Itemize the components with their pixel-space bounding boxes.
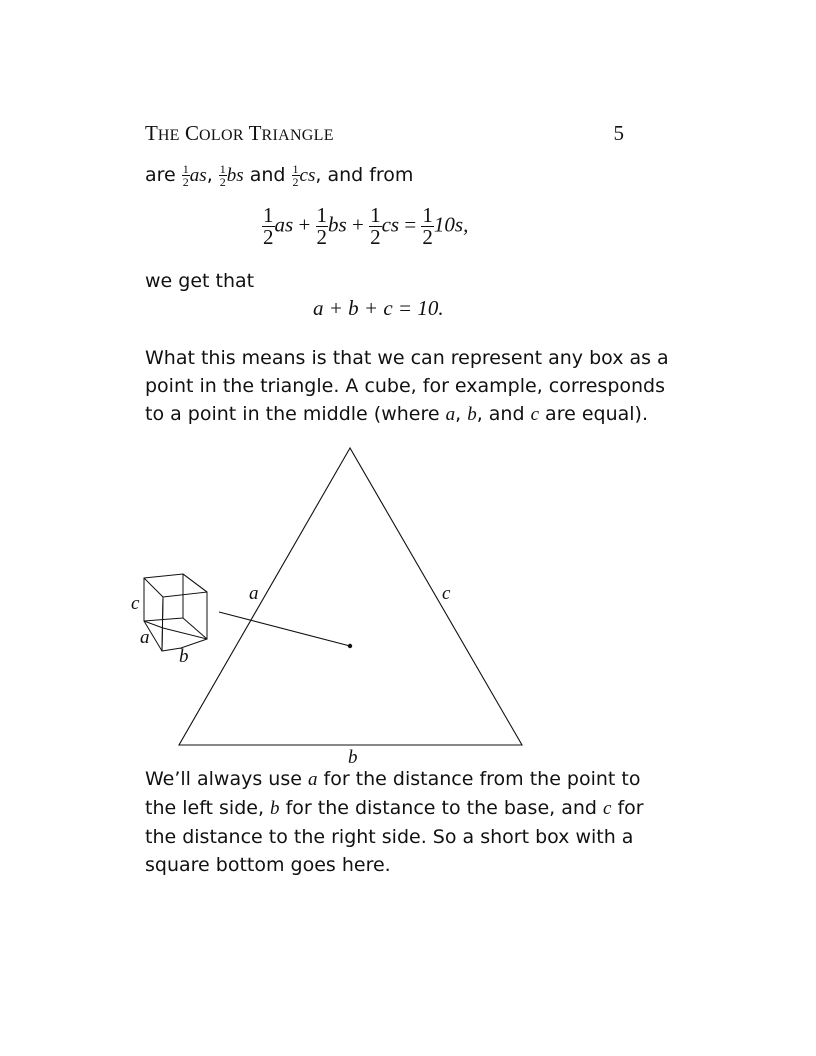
- box-wireframe: [144, 574, 207, 651]
- fraction-half: $\frac{1}{2}$: [182, 162, 189, 189]
- box-label-b: b: [179, 646, 189, 667]
- color-triangle: [179, 448, 522, 745]
- box-label-a: a: [140, 627, 150, 648]
- equation-sum-ten: a + b + c = 10.: [313, 296, 444, 320]
- box-point: [348, 644, 352, 648]
- text-line-are: are $\frac{1}{2}$ as, $\frac{1}{2}$ bs and $\frac{1}{2}$ cs, and from: [145, 162, 414, 189]
- chapter-title: THE COLOR TRIANGLE: [145, 121, 334, 145]
- triangle-label-b: b: [348, 747, 358, 768]
- fraction-half: $\frac{1}{2}$: [292, 162, 299, 189]
- box-label-c: c: [131, 593, 140, 614]
- paragraph-represent-box: What this means is that we can represent any box as a point in the triangle. A cube, for example, corresponds to a point in the middle (where a, b, and c are equal).: [145, 347, 669, 425]
- text-line-we-get-that: we get that: [145, 270, 255, 292]
- paragraph-distances: We’ll always use a for the distance from the point to the left side, b for the distance to the base, and c for the distance to the right side. So a short box with a square bottom goes here.: [145, 768, 644, 876]
- equation-area-sum: $\frac{1}{2}$ as + $\frac{1}{2}$ bs + $\frac{1}{2}$ cs = $\frac{1}{2}$ 10s,: [263, 203, 469, 249]
- triangle-label-c: c: [442, 583, 451, 604]
- triangle-label-a: a: [249, 583, 259, 604]
- fraction-half: $\frac{1}{2}$: [219, 162, 226, 189]
- page-number: 5: [613, 121, 624, 145]
